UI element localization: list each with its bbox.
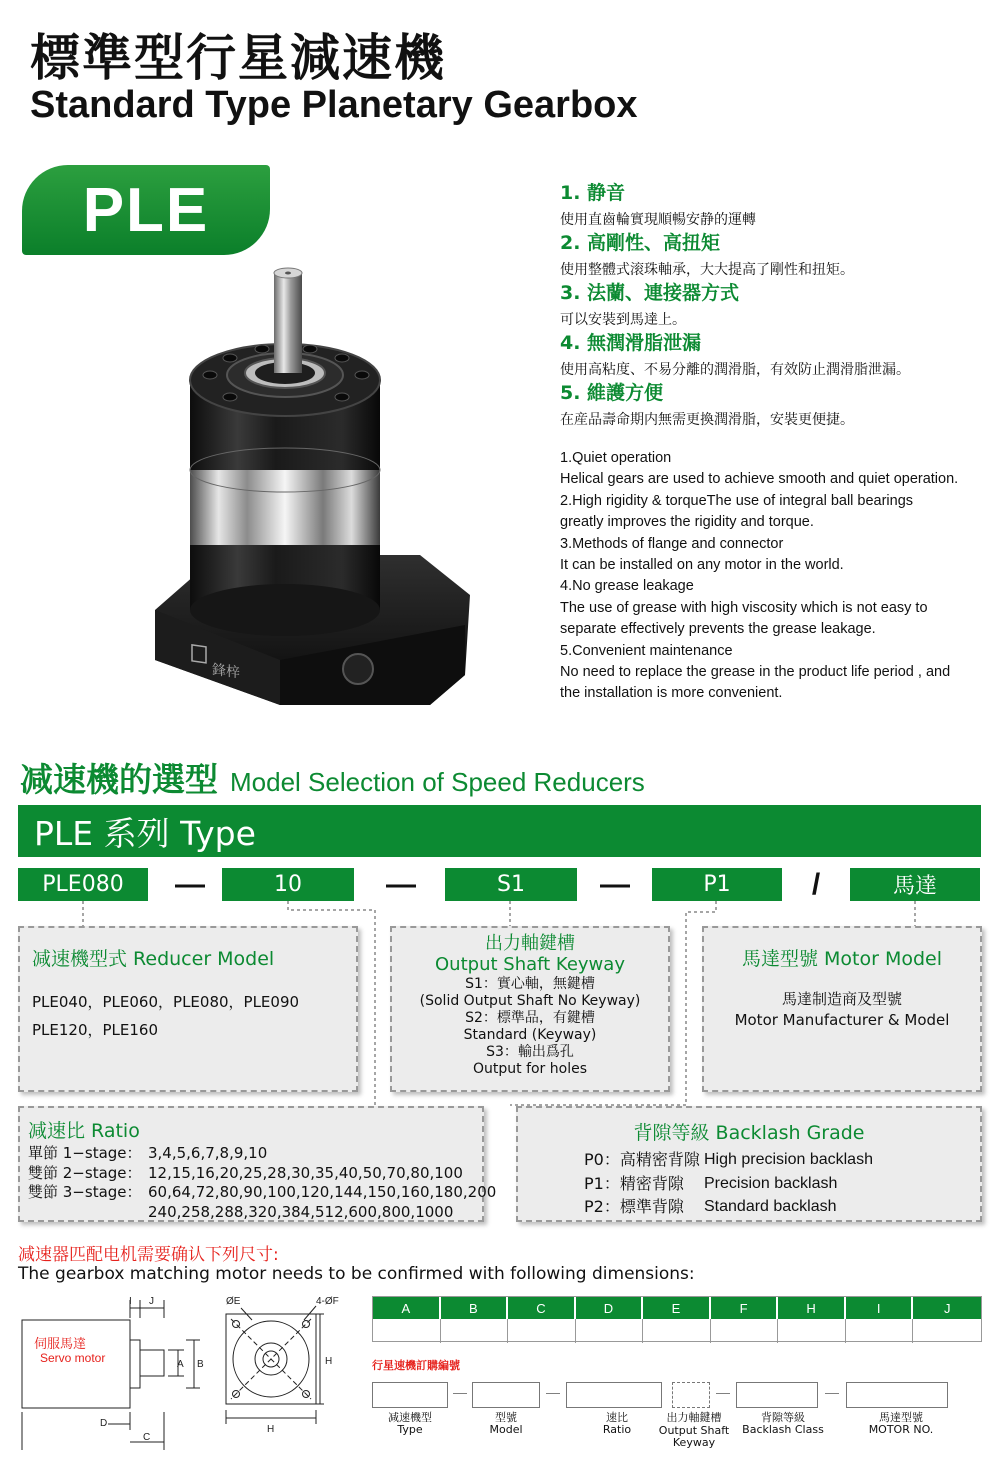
output-shaft-line: S3：輸出爲孔 bbox=[486, 1044, 574, 1060]
dim-col-header: D bbox=[576, 1297, 644, 1319]
page-title-en: Standard Type Planetary Gearbox bbox=[30, 84, 638, 126]
feature-en-line: No need to replace the grease in the product life period , and bbox=[560, 664, 951, 681]
backlash-en: Standard backlash bbox=[704, 1198, 837, 1215]
ratio-row-label bbox=[28, 1203, 148, 1223]
backlash-code: P0：高精密背隙 bbox=[584, 1150, 700, 1169]
motor-model-line: Motor Manufacturer & Model bbox=[734, 1011, 950, 1029]
order-label-type bbox=[372, 1412, 448, 1436]
dim-j: J bbox=[149, 1296, 154, 1307]
gearbox-product-image bbox=[150, 265, 480, 735]
dim-cell[interactable] bbox=[576, 1319, 644, 1343]
feature-en-line: 1.Quiet operation bbox=[560, 450, 672, 466]
feature-4-heading: 4. 無潤滑脂泄漏 bbox=[560, 332, 702, 354]
code-separator: — bbox=[386, 867, 416, 901]
ratio-row-values: 240,258,288,320,384,512,600,800,1000 bbox=[148, 1202, 454, 1221]
feature-2-desc: 使用整體式滚珠軸承，大大提高了剛性和扭矩。 bbox=[560, 262, 854, 278]
order-separator: — bbox=[546, 1384, 560, 1400]
ratio-row-values: 12,15,16,20,25,28,30,35,40,50,70,80,100 bbox=[148, 1163, 463, 1182]
feature-en-line: 5.Convenient maintenance bbox=[560, 642, 733, 659]
feature-3 bbox=[560, 278, 739, 329]
ratio-row bbox=[28, 1144, 496, 1164]
feature-1-heading: 1. 静音 bbox=[560, 182, 626, 204]
dim-cell[interactable] bbox=[441, 1319, 509, 1343]
ratio-row-label: 雙節 3−stage： bbox=[28, 1183, 142, 1201]
order-separator: — bbox=[825, 1384, 839, 1400]
dim-cell[interactable] bbox=[711, 1319, 779, 1343]
output-shaft-line: (Solid Output Shaft No Keyway) bbox=[419, 993, 641, 1009]
feature-3-desc: 可以安裝到馬達上。 bbox=[560, 312, 686, 328]
dim-col-header: B bbox=[441, 1297, 509, 1319]
dim-col-header: F bbox=[711, 1297, 779, 1319]
output-shaft-list bbox=[392, 976, 668, 1078]
output-shaft-line: Output for holes bbox=[472, 1061, 588, 1077]
output-shaft-line: Standard (Keyway) bbox=[463, 1027, 597, 1043]
feature-1-desc: 使用直齒輪實現順暢安静的運轉 bbox=[560, 212, 756, 228]
order-label-cn: 减速機型 bbox=[388, 1411, 432, 1424]
order-label-model bbox=[472, 1412, 540, 1436]
feature-2 bbox=[560, 228, 854, 279]
code-keyway: S1 bbox=[445, 868, 577, 901]
reducer-model-list bbox=[32, 988, 299, 1044]
code-separator: — bbox=[600, 867, 630, 901]
page-title-cn: 標準型行星減速機 bbox=[30, 29, 446, 87]
dim-cell[interactable] bbox=[846, 1319, 914, 1343]
code-backlash: P1 bbox=[652, 868, 782, 901]
order-label-en: Model bbox=[489, 1423, 523, 1436]
dim-f: 4-ØF bbox=[316, 1296, 339, 1307]
dim-cell[interactable] bbox=[508, 1319, 576, 1343]
dim-col-header: C bbox=[508, 1297, 576, 1319]
order-label-cn: 型號 bbox=[495, 1411, 517, 1424]
feature-5-desc: 在産品壽命期内無需更換潤滑脂，安裝更便捷。 bbox=[560, 412, 854, 428]
feature-5 bbox=[560, 378, 854, 429]
output-shaft-heading-en: Output Shaft Keyway bbox=[435, 954, 625, 975]
servo-label-en: Servo motor bbox=[40, 1351, 106, 1365]
order-label-en: Backlash Class bbox=[742, 1423, 824, 1436]
output-shaft-line: S2：標準品，有鍵槽 bbox=[465, 1010, 595, 1026]
order-box-type[interactable] bbox=[372, 1382, 448, 1408]
motor-model-box bbox=[702, 926, 982, 1092]
selection-title bbox=[20, 754, 645, 801]
motor-dimension-drawing bbox=[18, 1290, 358, 1460]
reducer-model-heading: 减速機型式 Reducer Model bbox=[32, 948, 275, 970]
dim-i: I bbox=[129, 1296, 132, 1307]
ratio-row-label: 單節 1−stage： bbox=[28, 1144, 142, 1162]
order-label-en: MOTOR NO. bbox=[868, 1423, 934, 1436]
feature-en-line: Helical gears are used to achieve smooth and quiet operation. bbox=[560, 471, 959, 488]
backlash-row bbox=[584, 1148, 873, 1172]
backlash-row bbox=[584, 1195, 873, 1219]
reducer-model-line: PLE040，PLE060，PLE080，PLE090 bbox=[32, 993, 300, 1011]
ratio-row-values: 60,64,72,80,90,100,120,144,150,160,180,200 bbox=[148, 1183, 497, 1201]
servo-label-cn: 伺服馬達 bbox=[34, 1336, 87, 1351]
product-logo: 鋒梓 bbox=[212, 660, 240, 681]
order-label-cn: 馬達型號 bbox=[879, 1411, 923, 1424]
feature-5-heading: 5. 維護方便 bbox=[560, 382, 664, 404]
code-separator: / bbox=[811, 867, 821, 901]
backlash-en: High precision backlash bbox=[704, 1151, 873, 1168]
output-shaft-heading-cn: 出力軸鍵槽 bbox=[485, 933, 575, 954]
series-bar: PLE 系列 Type bbox=[18, 805, 981, 857]
backlash-table bbox=[584, 1148, 873, 1219]
dimension-table bbox=[372, 1296, 982, 1342]
ratio-box bbox=[18, 1106, 497, 1222]
feature-4-desc: 使用高粘度、不易分離的潤滑脂，有效防止潤滑脂泄漏。 bbox=[560, 362, 910, 378]
reducer-model-line: PLE120，PLE160 bbox=[32, 1021, 159, 1039]
reducer-model-box bbox=[18, 926, 358, 1092]
ratio-table bbox=[28, 1144, 496, 1222]
ple-badge: PLE bbox=[22, 165, 270, 255]
ratio-row bbox=[28, 1164, 496, 1184]
dim-cell[interactable] bbox=[643, 1319, 711, 1343]
backlash-code: P2：標準背隙 bbox=[584, 1197, 684, 1216]
code-separator: — bbox=[175, 867, 205, 901]
motor-dims-title-en: The gearbox matching motor needs to be confirmed with following dimensions: bbox=[18, 1264, 695, 1284]
features-english bbox=[560, 448, 990, 705]
dim-cell[interactable] bbox=[778, 1319, 846, 1343]
dim-e: ØE bbox=[226, 1296, 241, 1307]
dim-col-header: E bbox=[643, 1297, 711, 1319]
feature-en-line: separate effectively prevents the grease leakage. bbox=[560, 621, 876, 638]
order-title: 行星速機訂購編號 bbox=[372, 1359, 460, 1372]
order-label-en: Output Shaft Keyway bbox=[658, 1423, 730, 1449]
backlash-en: Precision backlash bbox=[704, 1174, 838, 1192]
feature-1 bbox=[560, 178, 756, 229]
feature-en-line: the installation is more convenient. bbox=[560, 685, 783, 702]
feature-en-line: It can be installed on any motor in the world. bbox=[560, 557, 844, 574]
code-model: PLE080 bbox=[18, 868, 148, 901]
backlash-box bbox=[516, 1106, 982, 1222]
order-separator: — bbox=[453, 1384, 467, 1400]
feature-en-line: 3.Methods of flange and connector bbox=[560, 535, 784, 552]
backlash-row bbox=[584, 1172, 873, 1196]
feature-3-heading: 3. 法蘭、連接器方式 bbox=[560, 282, 740, 304]
backlash-code: P1：精密背隙 bbox=[584, 1173, 684, 1193]
dim-col-header: A bbox=[373, 1297, 441, 1319]
order-label-cn: 速比 bbox=[606, 1411, 628, 1424]
dim-col-header: J bbox=[913, 1297, 981, 1319]
selection-title-en: Model Selection of Speed Reducers bbox=[230, 767, 645, 797]
feature-2-heading: 2. 高剛性、高扭矩 bbox=[560, 232, 721, 254]
code-motor: 馬達 bbox=[850, 868, 980, 901]
dim-a: A bbox=[177, 1359, 184, 1370]
order-box-keyway[interactable] bbox=[672, 1382, 710, 1408]
order-box-backlash[interactable] bbox=[736, 1382, 818, 1408]
ratio-row-label: 雙節 2−stage： bbox=[28, 1163, 142, 1182]
order-box-model[interactable] bbox=[472, 1382, 540, 1408]
output-shaft-line: S1：實心軸，無鍵槽 bbox=[465, 976, 595, 992]
dim-cell[interactable] bbox=[373, 1319, 441, 1343]
order-box-ratio[interactable] bbox=[566, 1382, 662, 1408]
code-ratio: 10 bbox=[222, 868, 354, 901]
output-shaft bbox=[274, 273, 302, 373]
dim-cell[interactable] bbox=[913, 1319, 981, 1343]
order-label-en: Ratio bbox=[602, 1423, 632, 1436]
feature-en-line: The use of grease with high viscosity which is not easy to bbox=[560, 599, 928, 616]
order-label-backlash bbox=[735, 1412, 831, 1436]
order-separator: — bbox=[716, 1384, 730, 1400]
order-label-ratio bbox=[586, 1412, 648, 1436]
feature-en-line: 2.High rigidity & torqueThe use of integral ball bearings bbox=[560, 492, 914, 509]
dim-col-header: H bbox=[778, 1297, 846, 1319]
chrome-band bbox=[190, 470, 380, 545]
backlash-heading: 背隙等級 Backlash Grade bbox=[633, 1122, 865, 1144]
ratio-row bbox=[28, 1203, 496, 1223]
feature-en-line: 4.No grease leakage bbox=[560, 578, 694, 595]
order-label-keyway bbox=[656, 1412, 732, 1450]
dim-h: H bbox=[267, 1424, 275, 1435]
selection-title-cn: 减速機的選型 bbox=[20, 760, 218, 799]
motor-model-line: 馬達制造商及型號 bbox=[781, 990, 902, 1008]
ratio-row-values: 3,4,5,6,7,8,9,10 bbox=[148, 1144, 268, 1162]
order-label-cn: 出力軸鍵槽 bbox=[666, 1411, 722, 1424]
dim-d: D bbox=[100, 1418, 108, 1429]
order-label-cn: 背隙等級 bbox=[761, 1411, 805, 1424]
dim-h-vertical: H bbox=[325, 1356, 333, 1367]
ratio-row bbox=[28, 1183, 496, 1203]
dim-b: B bbox=[197, 1359, 204, 1370]
feature-4 bbox=[560, 328, 910, 379]
output-shaft-box bbox=[390, 926, 670, 1092]
dim-col-header: I bbox=[846, 1297, 914, 1319]
ratio-heading: 减速比 Ratio bbox=[28, 1120, 140, 1142]
dim-c: C bbox=[143, 1432, 151, 1443]
order-box-motor[interactable] bbox=[846, 1382, 948, 1408]
order-label-en: Type bbox=[397, 1423, 423, 1436]
motor-model-heading: 馬達型號 Motor Model bbox=[741, 948, 943, 970]
feature-en-line: greatly improves the rigidity and torque. bbox=[560, 514, 814, 531]
order-label-motor bbox=[846, 1412, 956, 1436]
motor-model-list bbox=[704, 989, 980, 1031]
motor-dims-title-cn: 减速器匹配电机需要确认下列尺寸: bbox=[18, 1245, 279, 1265]
